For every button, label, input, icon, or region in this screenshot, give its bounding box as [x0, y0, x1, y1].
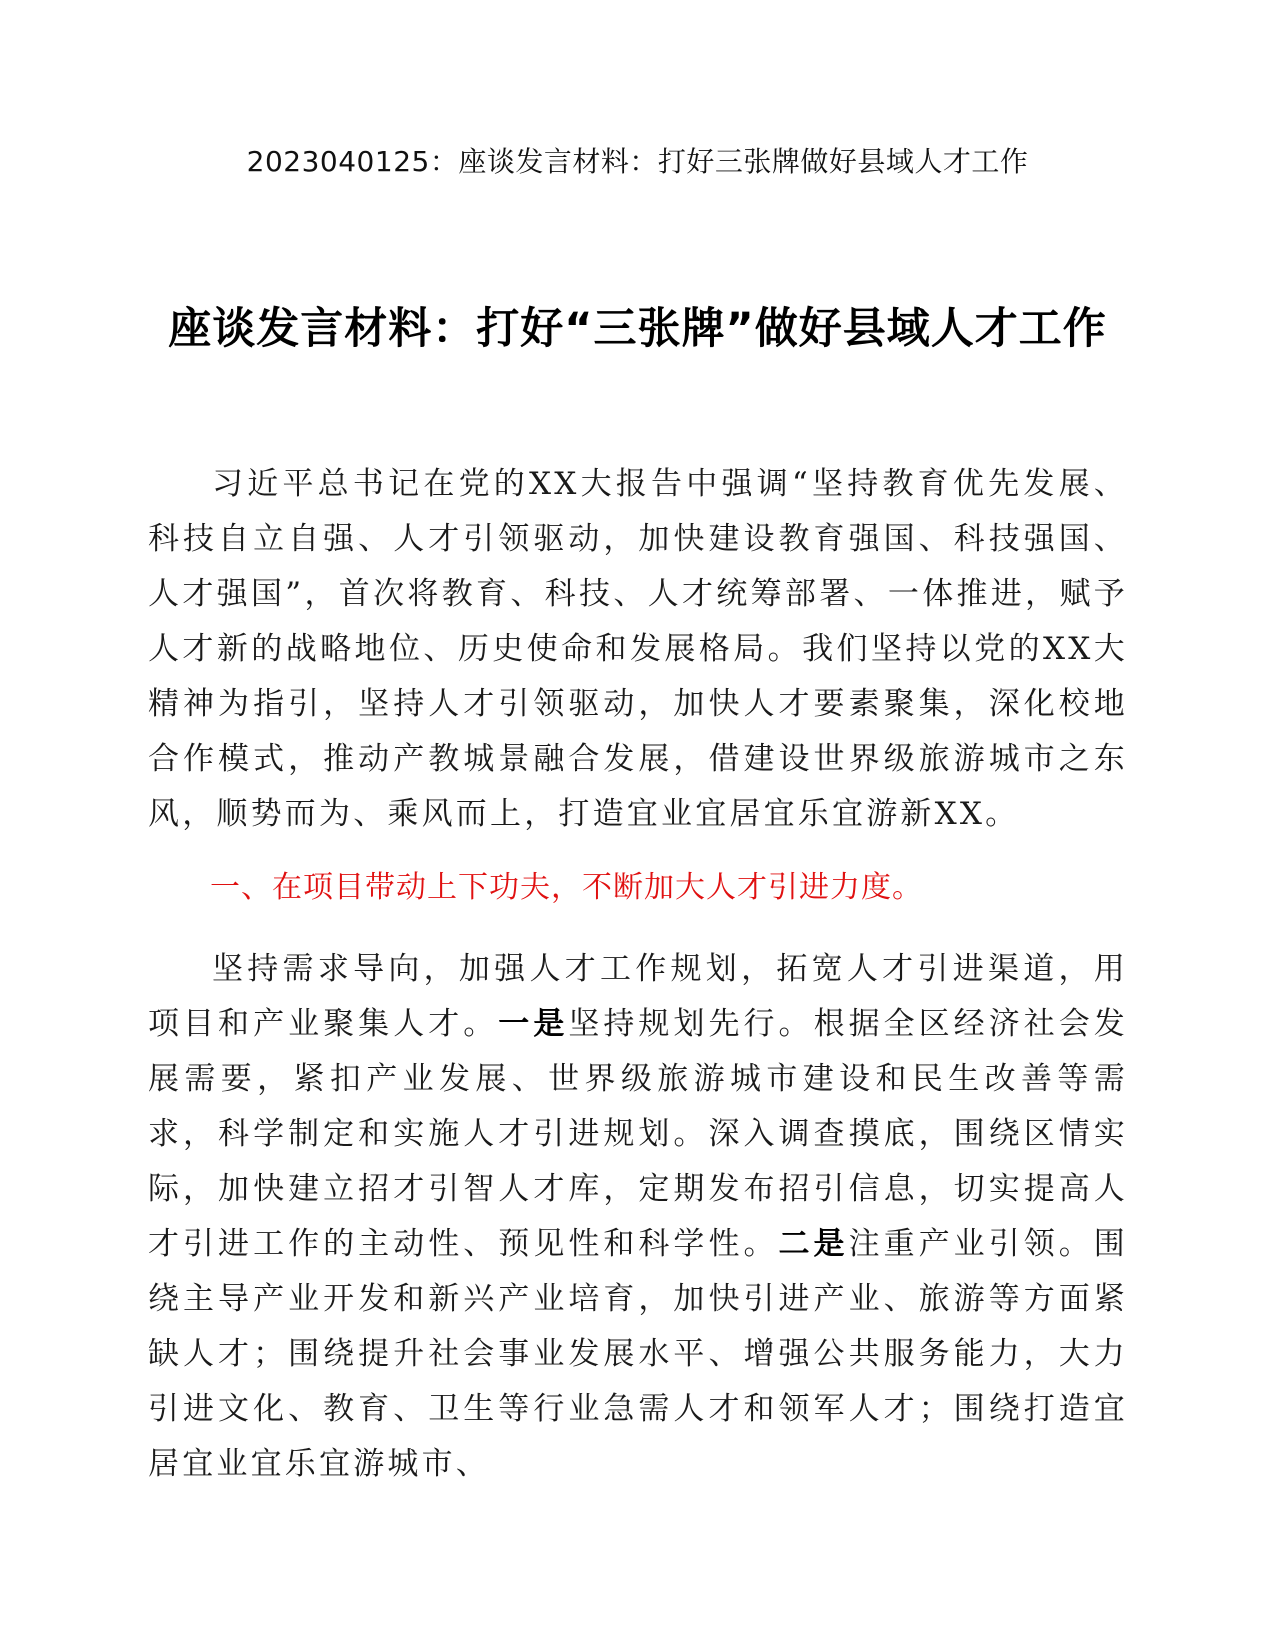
section-text-part-1: 坚持需求导向，加强人才工作规划，拓宽人才引进渠道，用项目和产业聚集人才。 — [148, 951, 1128, 1042]
emphasis-first: 一是 — [498, 1006, 569, 1042]
document-header: 2023040125：座谈发言材料：打好三张牌做好县域人才工作 — [246, 145, 1029, 178]
intro-paragraph: 习近平总书记在党的XX大报告中强调“坚持教育优先发展、科技自立自强、人才引领驱动，加快建设教育强国、科技强国、人才强国”，首次将教育、科技、人才统筹部署、一体推进，赋予人才新的战略地位、历史使命和发展格局。我们坚持以党的XX大精神为指引，坚持人才引领驱动，加快人才要素聚集，深化校地合作模式，推动产教城景融合发展，借建设世界级旅游城市之东风，顺势而为、乘风而上，打造宜业宜居宜乐宜游新XX。 — [148, 466, 1128, 832]
emphasis-second: 二是 — [778, 1226, 849, 1262]
section-paragraph — [148, 942, 1128, 1492]
section-text-part-2: 坚持规划先行。根据全区经济社会发展需要，紧扣产业发展、世界级旅游城市建设和民生改善等需求，科学制定和实施人才引进规划。深入调查摸底，围绕区情实际，加快建立招才引智人才库，定期发布招引信息，切实提高人才引进工作的主动性、预见性和科学性。 — [148, 1006, 1128, 1262]
document-title: 座谈发言材料：打好“三张牌”做好县域人才工作 — [168, 304, 1107, 354]
section-heading: 一、在项目带动上下功夫，不断加大人才引进力度。 — [210, 870, 923, 905]
section-text-part-3: 注重产业引领。围绕主导产业开发和新兴产业培育，加快引进产业、旅游等方面紧缺人才；围绕提升社会事业发展水平、增强公共服务能力，大力引进文化、教育、卫生等行业急需人才和领军人才；围绕打造宜居宜业宜乐宜游城市、 — [148, 1226, 1128, 1482]
